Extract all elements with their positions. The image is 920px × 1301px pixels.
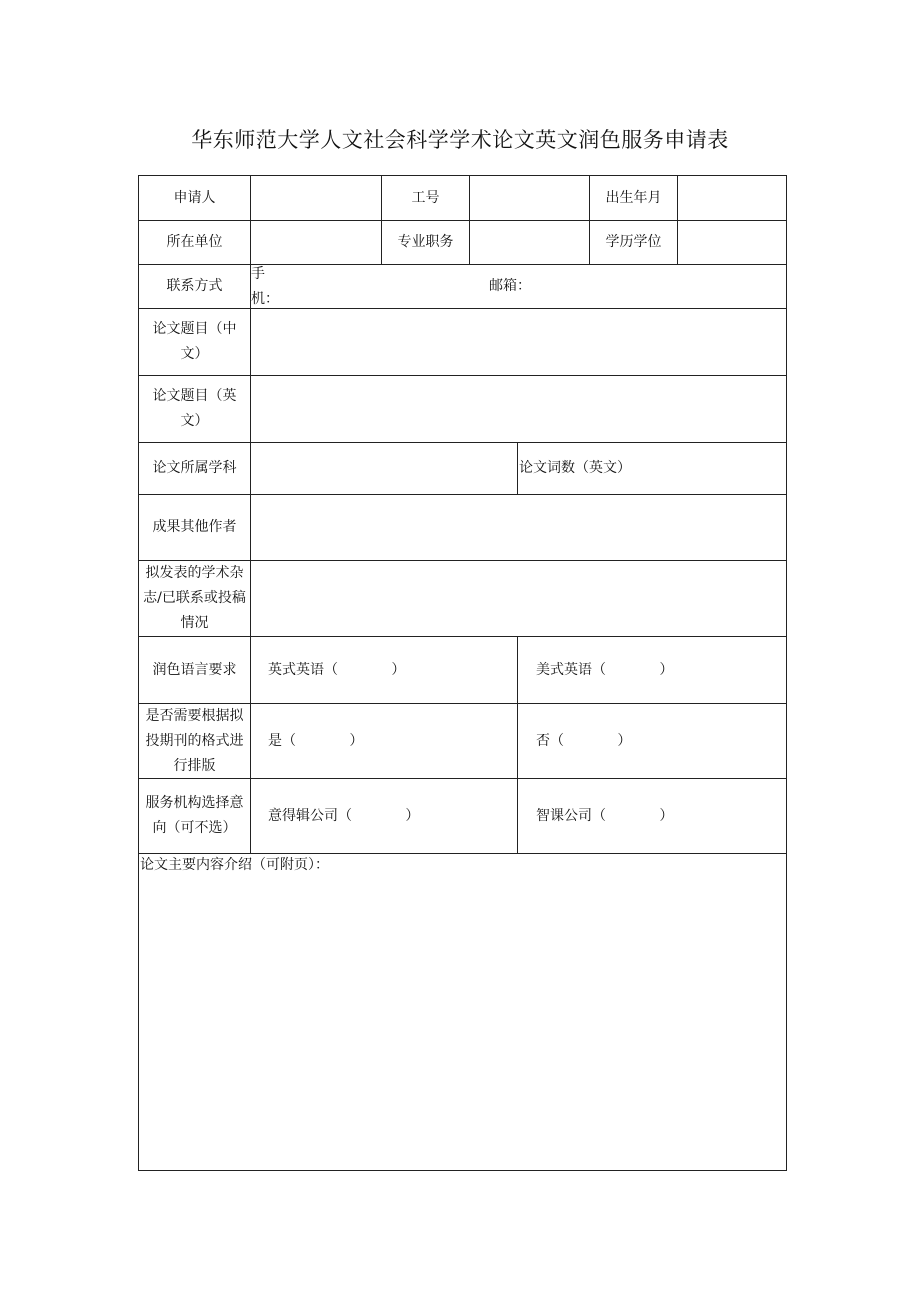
option-british-english[interactable]: 英式英语（ ）: [268, 661, 406, 678]
option-zhike[interactable]: 智课公司（ ）: [536, 807, 674, 824]
label-position: 专业职务: [397, 234, 454, 250]
form-title: 华东师范大学人文社会科学学术论文英文润色服务申请表: [191, 128, 729, 152]
option-yes[interactable]: 是（ ）: [268, 732, 364, 749]
label-title-cn: 论文题目（中文）: [152, 321, 237, 362]
label-journal: 拟发表的学术杂志/已联系或投稿情况: [143, 565, 246, 631]
label-coauthors: 成果其他作者: [152, 519, 237, 535]
label-staff-id: 工号: [411, 189, 440, 206]
discipline-field[interactable]: [251, 443, 517, 494]
unit-field[interactable]: [251, 221, 381, 264]
applicant-field[interactable]: [251, 176, 381, 220]
label-language-req: 润色语言要求: [152, 661, 237, 678]
label-contact: 联系方式: [166, 278, 223, 294]
label-title-en: 论文题目（英文）: [152, 388, 237, 429]
label-email: 邮箱：: [489, 278, 531, 294]
position-field[interactable]: [470, 221, 589, 264]
label-degree: 学历学位: [605, 234, 662, 250]
summary-field[interactable]: [140, 880, 784, 1166]
birth-field[interactable]: [678, 176, 786, 220]
email-field[interactable]: [535, 265, 785, 308]
degree-field[interactable]: [678, 221, 786, 264]
label-phone: 手机：: [251, 265, 279, 307]
title-cn-field[interactable]: [251, 309, 786, 375]
label-applicant: 申请人: [173, 189, 216, 206]
label-summary: 论文主要内容介绍（可附页）：: [140, 857, 329, 873]
staff-id-field[interactable]: [470, 176, 589, 220]
option-no[interactable]: 否（ ）: [536, 732, 632, 749]
journal-field[interactable]: [251, 561, 786, 636]
option-american-english[interactable]: 美式英语（ ）: [536, 661, 674, 678]
word-count-field[interactable]: [650, 443, 785, 494]
label-format-question: 是否需要根据拟投期刊的格式进行排版: [145, 707, 244, 774]
phone-field[interactable]: [293, 265, 483, 308]
option-editage[interactable]: 意得辑公司（ ）: [268, 807, 420, 824]
label-discipline: 论文所属学科: [152, 460, 237, 476]
title-en-field[interactable]: [251, 376, 786, 442]
label-unit: 所在单位: [166, 234, 223, 250]
label-birth: 出生年月: [605, 189, 662, 206]
coauthors-field[interactable]: [251, 495, 786, 560]
label-word-count: 论文词数（英文）: [519, 460, 631, 476]
label-agency: 服务机构选择意向（可不选）: [145, 795, 244, 836]
